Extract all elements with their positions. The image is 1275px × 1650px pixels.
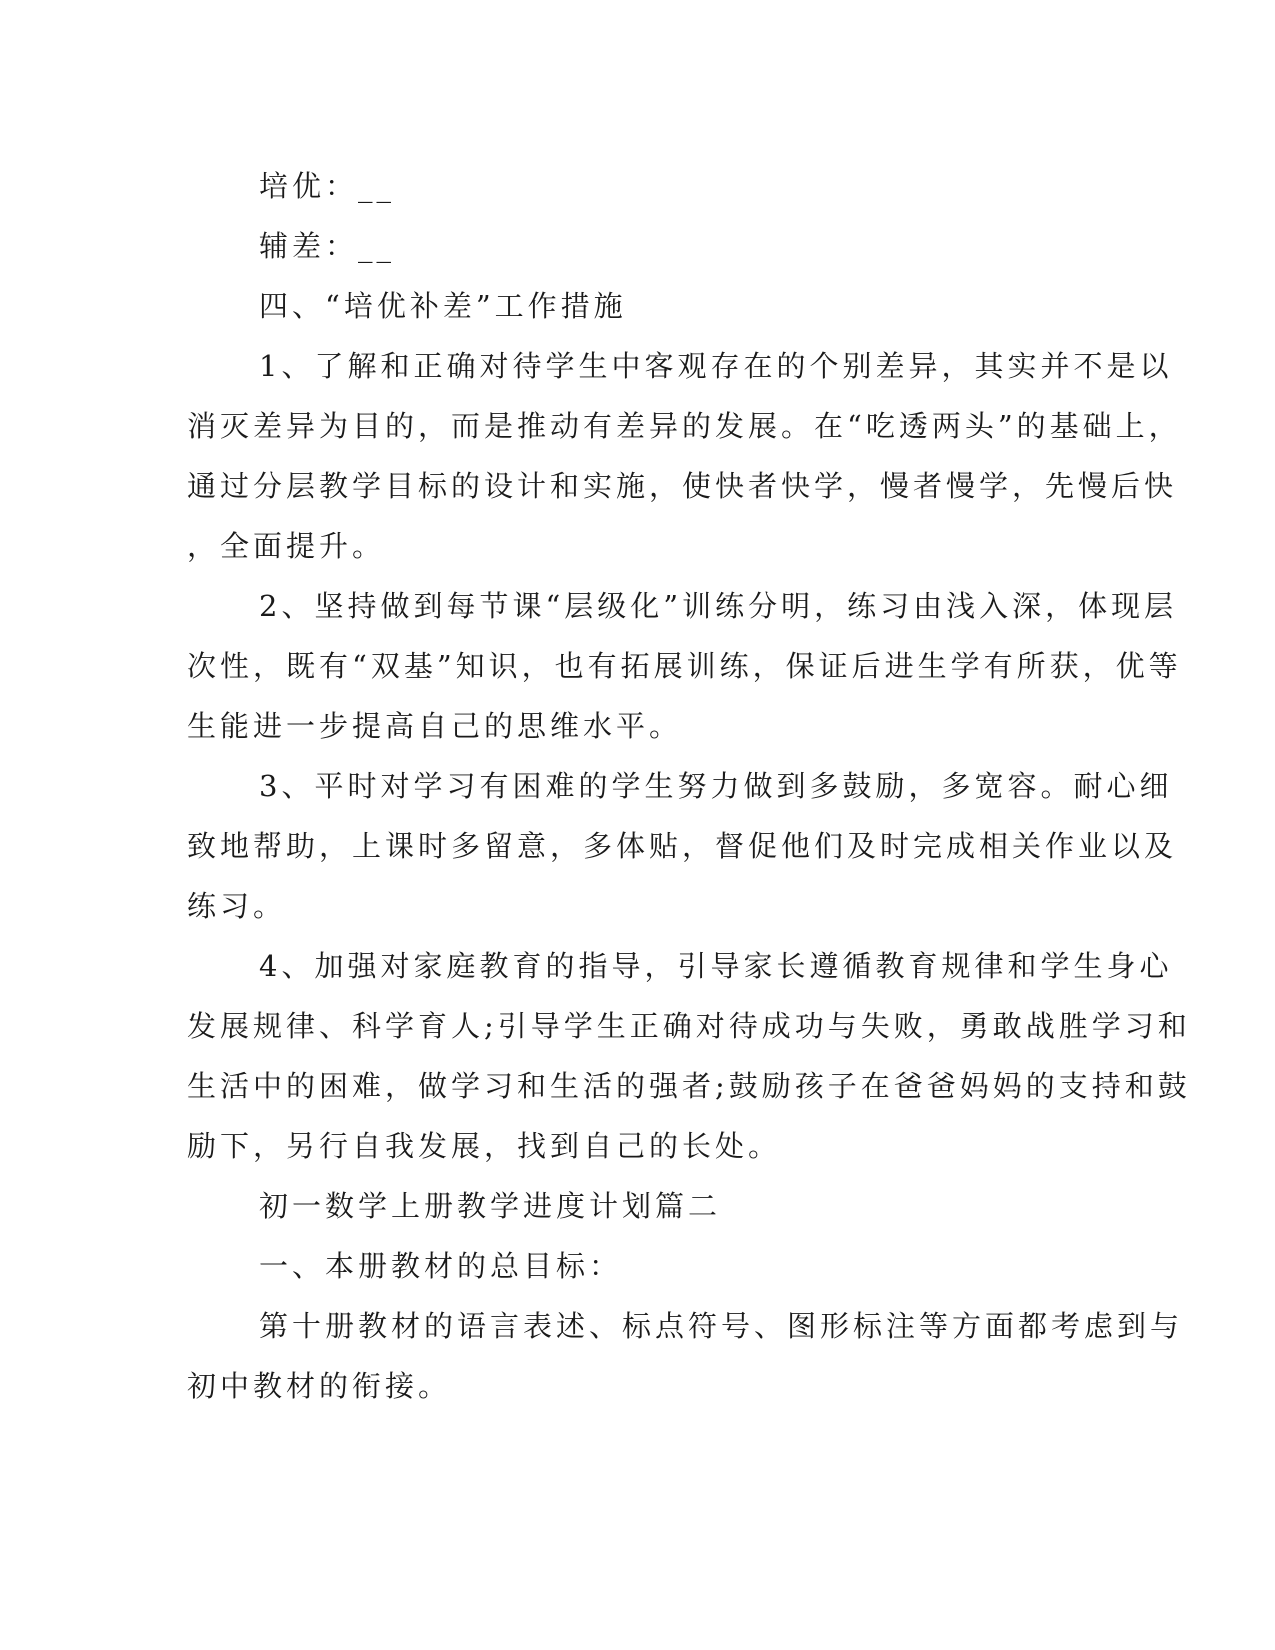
paragraph-3-line: 3、平时对学习有困难的学生努力做到多鼓励，多宽容。耐心细 (259, 769, 1173, 803)
paragraph-4-line: 励下，另行自我发展，找到自己的长处。 (187, 1129, 782, 1163)
paragraph-2-line: 2、坚持做到每节课“层级化”训练分明，练习由浅入深，体现层 (259, 589, 1178, 623)
paragraph-4-line: 生活中的困难，做学习和生活的强者;鼓励孩子在爸爸妈妈的支持和鼓 (187, 1069, 1191, 1103)
paragraph-4-line: 发展规律、科学育人;引导学生正确对待成功与失败，勇敢战胜学习和 (187, 1009, 1191, 1043)
paragraph-1-line: 消灭差异为目的，而是推动有差异的发展。在“吃透两头”的基础上， (187, 409, 1182, 443)
document-title-part-two: 初一数学上册教学进度计划篇二 (259, 1189, 722, 1223)
text-line-peiyou: 培优：__ (259, 169, 396, 203)
document-body (187, 156, 1191, 1416)
paragraph-1-line: 1、了解和正确对待学生中客观存在的个别差异，其实并不是以 (259, 349, 1173, 383)
paragraph-3-line: 致地帮助，上课时多留意，多体贴，督促他们及时完成相关作业以及 (187, 829, 1178, 863)
paragraph-1-line: ，全面提升。 (187, 529, 386, 563)
section-heading-goals: 一、本册教材的总目标： (259, 1249, 623, 1283)
paragraph-5-line: 第十册教材的语言表述、标点符号、图形标注等方面都考虑到与 (259, 1309, 1184, 1343)
text-line-fucha: 辅差：__ (259, 229, 396, 263)
paragraph-4-line: 4、加强对家庭教育的指导，引导家长遵循教育规律和学生身心 (259, 949, 1173, 983)
paragraph-5-line: 初中教材的衔接。 (187, 1369, 452, 1403)
paragraph-2-line: 生能进一步提高自己的思维水平。 (187, 709, 683, 743)
paragraph-3-line: 练习。 (187, 889, 287, 923)
paragraph-1-line: 通过分层教学目标的设计和实施，使快者快学，慢者慢学，先慢后快 (187, 469, 1178, 503)
paragraph-2-line: 次性，既有“双基”知识，也有拓展训练，保证后进生学有所获，优等 (187, 649, 1182, 683)
section-heading-measures: 四、“培优补差”工作措施 (259, 289, 627, 323)
